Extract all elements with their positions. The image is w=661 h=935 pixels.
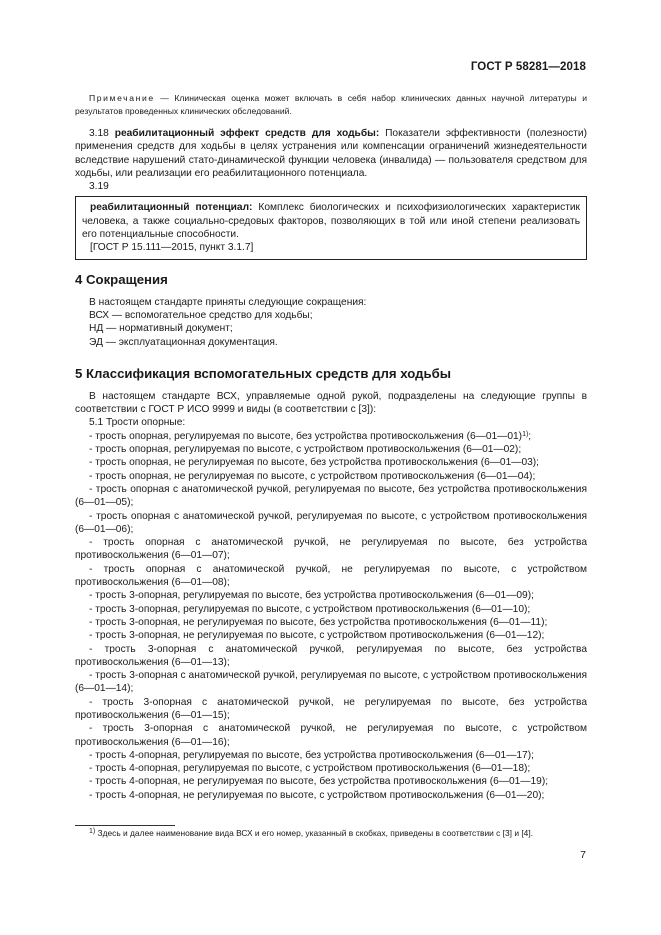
cane-type-item: - трость опорная с анатомической ручкой, не регулируемая по высоте, без устройства противоскольжения (6—01—07); bbox=[75, 537, 587, 562]
cane-type-item: - трость 3-опорная, регулируемая по высоте, с устройством противоскольжения (6—01—10); bbox=[89, 603, 531, 615]
abbreviations-intro: В настоящем стандарте приняты следующие сокращения: bbox=[89, 296, 367, 308]
definition-reference: [ГОСТ Р 15.111—2015, пункт 3.1.7] bbox=[90, 242, 254, 254]
cane-type-item: - трость опорная, не регулируемая по высоте, с устройством противоскольжения (6—01—04); bbox=[89, 470, 536, 482]
cane-type-item: - трость опорная с анатомической ручкой, не регулируемая по высоте, с устройством противоскольжения (6—01—08); bbox=[75, 563, 587, 589]
cane-type-item: - трость 3-опорная с анатомической ручкой, не регулируемая по высоте, с устройством противоскольжения (6—01—16); bbox=[75, 723, 587, 748]
note-label: Примечание bbox=[89, 93, 155, 103]
cane-type-item: - трость опорная с анатомической ручкой, регулируемая по высоте, без устройства противоскольжения (6—01—05); bbox=[75, 483, 587, 509]
clinical-note bbox=[75, 92, 587, 117]
section-4-title: 4 Сокращения bbox=[75, 271, 168, 287]
document-id-header: ГОСТ Р 58281—2018 bbox=[470, 61, 586, 73]
cane-type-item: - трость 4-опорная, не регулируемая по высоте, с устройством противоскольжения (6—01—20); bbox=[89, 789, 545, 801]
cane-type-item: - трость 3-опорная, не регулируемая по высоте, с устройством противоскольжения (6—01—12); bbox=[89, 630, 545, 642]
abbreviation-item: НД — нормативный документ; bbox=[89, 323, 233, 335]
subsection-5-1: 5.1 Трости опорные: bbox=[89, 417, 186, 429]
footnote-text: Здесь и далее наименование вида ВСХ и его номер, указанный в скобках, приведены в соответствии с [3] и [4]. bbox=[95, 828, 533, 838]
definition-3-19-box bbox=[75, 196, 587, 259]
definition-number: 3.18 bbox=[89, 128, 109, 139]
cane-type-text: - трость опорная, регулируемая по высоте, без устройства противоскольжения (6—01—01) bbox=[89, 430, 523, 442]
definition-3-19 bbox=[82, 201, 580, 241]
page-number: 7 bbox=[580, 849, 586, 861]
definition-3-19-number: 3.19 bbox=[89, 181, 109, 193]
definition-text: Комплекс биологических и психофизиологических характеристик человека, а также социально-средовых факторов, позволяющих в той или иной степени реализовать его потенциальные способности. bbox=[82, 202, 581, 241]
definition-3-18 bbox=[75, 127, 587, 180]
note-text: — Клиническая оценка может включать в себя набор клинических данных научной литературы и результатов проведенных клинических обследований. bbox=[75, 93, 587, 116]
footnote bbox=[75, 828, 587, 839]
cane-type-item: - трость 3-опорная с анатомической ручкой, не регулируемая по высоте, без устройства противоскольжения (6—01—15); bbox=[75, 696, 587, 721]
abbreviation-item: ВСХ — вспомогательное средство для ходьбы; bbox=[89, 309, 313, 321]
definition-term: реабилитационный эффект средств для ходьбы: bbox=[114, 128, 380, 139]
cane-type-item: - трость 4-опорная, не регулируемая по высоте, без устройства противоскольжения (6—01—19); bbox=[89, 776, 549, 788]
definition-text: Показатели эффективности (полезности) применения средств для ходьбы в целях устранения или компенсации ограничений жизнедеятельности вследствие нарушений стато-динамической функции человека (инвалида) — пользователя средством для ходьбы, или реализации его реабилитационного потенциала. bbox=[75, 128, 588, 179]
cane-type-item: - трость опорная с анатомической ручкой, регулируемая по высоте, с устройством противоскольжения (6—01—06); bbox=[75, 510, 587, 535]
cane-type-item: - трость 3-опорная, регулируемая по высоте, без устройства противоскольжения (6—01—09); bbox=[89, 590, 534, 602]
page-content bbox=[75, 92, 587, 802]
cane-type-item: - трость 3-опорная с анатомической ручкой, регулируемая по высоте, без устройства противоскольжения (6—01—13); bbox=[75, 643, 587, 668]
cane-type-item: - трость опорная, регулируемая по высоте, с устройством противоскольжения (6—01—02); bbox=[89, 444, 522, 456]
abbreviation-item: ЭД — эксплуатационная документация. bbox=[89, 336, 278, 348]
section-5-title: 5 Классификация вспомогательных средств для ходьбы bbox=[75, 365, 451, 381]
footnote-ref: 1) bbox=[522, 430, 529, 438]
abbreviations-list bbox=[75, 296, 587, 349]
footnote-separator bbox=[75, 825, 175, 826]
cane-type-item: - трость 4-опорная, регулируемая по высоте, с устройством противоскольжения (6—01—18); bbox=[89, 763, 531, 775]
classification-list bbox=[75, 390, 587, 802]
cane-type-item bbox=[75, 430, 587, 443]
section-5-intro: В настоящем стандарте ВСХ, управляемые одной рукой, подразделены на следующие группы в соответствии с ГОСТ Р ИСО 9999 и виды (в соответствии с [3]): bbox=[75, 390, 587, 416]
cane-type-item: - трость опорная, не регулируемая по высоте, без устройства противоскольжения (6—01—03); bbox=[89, 457, 540, 469]
footnote-mark: 1) bbox=[89, 828, 96, 835]
definition-term: реабилитационный потенциал: bbox=[90, 202, 253, 214]
cane-type-item: - трость 4-опорная, регулируемая по высоте, без устройства противоскольжения (6—01—17); bbox=[89, 749, 534, 761]
cane-type-end: ; bbox=[528, 430, 532, 442]
cane-type-item: - трость 3-опорная с анатомической ручкой, регулируемая по высоте, с устройством противоскольжения (6—01—14); bbox=[75, 670, 587, 695]
cane-type-item: - трость 3-опорная, не регулируемая по высоте, без устройства противоскольжения (6—01—11); bbox=[89, 616, 548, 628]
